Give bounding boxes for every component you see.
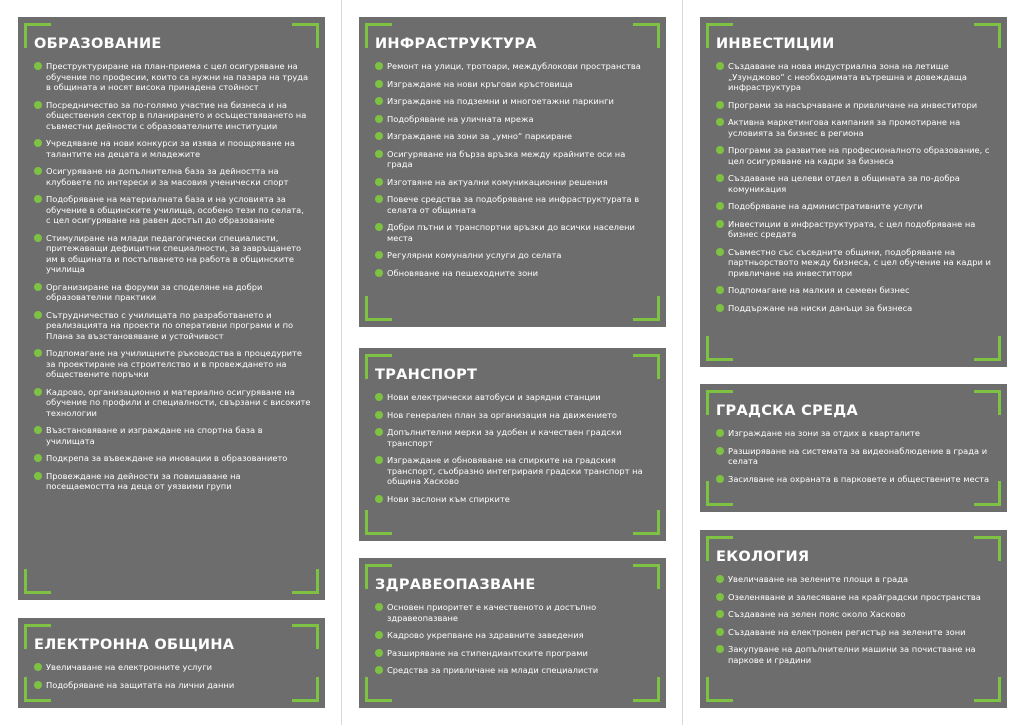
- education-panel: [18, 17, 325, 600]
- egov-list: [34, 662, 311, 690]
- corner-bracket-tr: [633, 354, 660, 379]
- list-item: Изграждане на нови кръгови кръстовища: [375, 79, 652, 90]
- health-panel: [359, 558, 666, 708]
- list-item: Средства за привличане на млади специалисти: [375, 665, 652, 676]
- corner-bracket-br: [974, 336, 1001, 361]
- fold-line-right: [682, 0, 683, 725]
- list-item: Подобряване на административните услуги: [716, 201, 993, 212]
- egov-panel: [18, 618, 325, 708]
- transport-panel: [359, 348, 666, 541]
- list-item: Регулярни комунални услуги до селата: [375, 250, 652, 261]
- corner-bracket-tl: [706, 390, 733, 415]
- list-item: Осигуряване на допълнителна база за дейността на клубовете по интереси и за масовия ученически спорт: [34, 166, 311, 187]
- infrastructure-panel: [359, 17, 666, 327]
- list-item: Нови електрически автобуси и зарядни станции: [375, 392, 652, 403]
- list-item: Изготвяне на актуални комуникационни решения: [375, 177, 652, 188]
- corner-bracket-tl: [365, 564, 392, 589]
- corner-bracket-br: [974, 677, 1001, 702]
- list-item: Подобряване на защитата на лични данни: [34, 680, 311, 691]
- corner-bracket-bl: [706, 336, 733, 361]
- ecology-list: [716, 574, 993, 665]
- corner-bracket-bl: [706, 677, 733, 702]
- list-item: Учредяване на нови конкурси за изява и поощряване на талантите на децата и младежите: [34, 138, 311, 159]
- list-item: Увеличаване на зелените площи в града: [716, 574, 993, 585]
- corner-bracket-br: [633, 677, 660, 702]
- list-item: Озеленяване и залесяване на крайградски пространства: [716, 592, 993, 603]
- list-item: Посредничество за по-голямо участие на бизнеса и на обществения сектор в планирането и осъществяването на съвместни дейности с образователните институции: [34, 100, 311, 132]
- corner-bracket-tl: [24, 624, 51, 649]
- list-item: Подобряване на уличната мрежа: [375, 114, 652, 125]
- list-item: Създаване на целеви отдел в общината за по-добра комуникация: [716, 173, 993, 194]
- infrastructure-title: ИНФРАСТРУКТУРА: [375, 36, 537, 52]
- list-item: Осигуряване на бърза връзка между крайните оси на града: [375, 149, 652, 170]
- corner-bracket-tr: [974, 23, 1001, 48]
- corner-bracket-tr: [974, 536, 1001, 561]
- corner-bracket-bl: [706, 481, 733, 506]
- egov-title: ЕЛЕКТРОННА ОБЩИНА: [34, 637, 235, 653]
- transport-list: [375, 392, 652, 504]
- list-item: Повече средства за подобряване на инфраструктурата в селата от общината: [375, 194, 652, 215]
- list-item: Подпомагане на училищните ръководства в процедурите за проектиране на строителство и в провеждането на обществените поръчки: [34, 348, 311, 380]
- investments-title: ИНВЕСТИЦИИ: [716, 36, 835, 52]
- list-item: Програми за насърчаване и привличане на инвеститори: [716, 100, 993, 111]
- list-item: Увеличаване на електронните услуги: [34, 662, 311, 673]
- urban-panel: [700, 384, 1007, 512]
- corner-bracket-tr: [292, 23, 319, 48]
- list-item: Закупуване на допълнителни машини за почистване на паркове и градини: [716, 644, 993, 665]
- list-item: Провеждане на дейности за повишаване на посещаемостта на деца от уязвими групи: [34, 471, 311, 492]
- corner-bracket-bl: [365, 510, 392, 535]
- ecology-panel: [700, 530, 1007, 708]
- health-title: ЗДРАВЕОПАЗВАНЕ: [375, 577, 536, 593]
- corner-bracket-tr: [974, 390, 1001, 415]
- list-item: Нови заслони към спирките: [375, 494, 652, 505]
- list-item: Основен приоритет е качественото и достъпно здравеопазване: [375, 602, 652, 623]
- corner-bracket-bl: [24, 569, 51, 594]
- list-item: Разширяване на системата за видеонаблюдение в града и селата: [716, 446, 993, 467]
- health-list: [375, 602, 652, 676]
- list-item: Съвместно със съседните общини, подобряване на партньорството между бизнеса, с цел обучение на кадри и привличане на инвеститори: [716, 247, 993, 279]
- corner-bracket-tl: [365, 23, 392, 48]
- list-item: Подпомагане на малкия и семеен бизнес: [716, 285, 993, 296]
- corner-bracket-br: [633, 510, 660, 535]
- corner-bracket-tr: [292, 624, 319, 649]
- list-item: Изграждане на зони за отдих в кварталите: [716, 428, 993, 439]
- list-item: Ремонт на улици, тротоари, междублокови пространства: [375, 61, 652, 72]
- list-item: Програми за развитие на професионалното образование, с цел осигуряване на кадри за бизнеса: [716, 145, 993, 166]
- list-item: Активна маркетингова кампания за промотиране на условията за бизнес в региона: [716, 117, 993, 138]
- list-item: Стимулиране на млади педагогически специалисти, притежаващи дефицитни специалности, за завръщането им в общината и постъпването на работа в общинските училища: [34, 233, 311, 275]
- corner-bracket-tl: [365, 354, 392, 379]
- list-item: Сътрудничество с училищата по разработването и реализацията на проекти по оперативни програми и по Плана за възстановяване и устойчивост: [34, 310, 311, 342]
- list-item: Поддържане на ниски данъци за бизнеса: [716, 303, 993, 314]
- corner-bracket-tr: [633, 564, 660, 589]
- list-item: Изграждане и обновяване на спирките на градския транспорт, съобразно интегрираия градски транспорт на община Хасково: [375, 455, 652, 487]
- corner-bracket-tl: [706, 23, 733, 48]
- list-item: Инвестиции в инфраструктурата, с цел подобряване на бизнес средата: [716, 219, 993, 240]
- corner-bracket-tr: [633, 23, 660, 48]
- corner-bracket-tl: [706, 536, 733, 561]
- list-item: Създаване на зелен пояс около Хасково: [716, 609, 993, 620]
- fold-line-left: [341, 0, 342, 725]
- investments-list: [716, 61, 993, 313]
- list-item: Засилване на охраната в парковете и обществените места: [716, 474, 993, 485]
- list-item: Създаване на нова индустриална зона на летище „Узунджово“ с необходимата вътрешна и довеждаща инфраструктура: [716, 61, 993, 93]
- list-item: Кадрово укрепване на здравните заведения: [375, 630, 652, 641]
- list-item: Създаване на електронен регистър на зелените зони: [716, 627, 993, 638]
- education-list: [34, 61, 311, 492]
- corner-bracket-tl: [24, 23, 51, 48]
- corner-bracket-bl: [365, 296, 392, 321]
- urban-list: [716, 428, 993, 484]
- investments-panel: [700, 17, 1007, 367]
- list-item: Допълнителни мерки за удобен и качествен градски транспорт: [375, 427, 652, 448]
- corner-bracket-br: [633, 296, 660, 321]
- list-item: Кадрово, организационно и материално осигуряване на обучение по профили и специалности, свързани с високите технологии: [34, 387, 311, 419]
- corner-bracket-br: [292, 569, 319, 594]
- list-item: Обновяване на пешеходните зони: [375, 268, 652, 279]
- list-item: Изграждане на подземни и многоетажни паркинги: [375, 96, 652, 107]
- infrastructure-list: [375, 61, 652, 278]
- list-item: Нов генерален план за организация на движението: [375, 410, 652, 421]
- list-item: Подкрепа за въвеждане на иновации в образованието: [34, 453, 311, 464]
- list-item: Подобряване на материалната база и на условията за обучение в общинските училища, особено тези по селата, с цел осигуряване на равен достъп до образование: [34, 194, 311, 226]
- list-item: Преструктуриране на план-приема с цел осигуряване на обучение по професии, които са нужни на пазара на труда в общината и носят висока принадена стойност: [34, 61, 311, 93]
- list-item: Разширяване на стипендиантските програми: [375, 648, 652, 659]
- corner-bracket-br: [974, 481, 1001, 506]
- corner-bracket-bl: [365, 677, 392, 702]
- list-item: Организиране на форуми за споделяне на добри образователни практики: [34, 282, 311, 303]
- transport-title: ТРАНСПОРТ: [375, 367, 478, 383]
- list-item: Изграждане на зони за „умно“ паркиране: [375, 131, 652, 142]
- list-item: Добри пътни и транспортни връзки до всички населени места: [375, 222, 652, 243]
- list-item: Възстановяване и изграждане на спортна база в училищата: [34, 425, 311, 446]
- urban-title: ГРАДСКА СРЕДА: [716, 403, 858, 419]
- education-title: ОБРАЗОВАНИЕ: [34, 36, 162, 52]
- ecology-title: ЕКОЛОГИЯ: [716, 549, 810, 565]
